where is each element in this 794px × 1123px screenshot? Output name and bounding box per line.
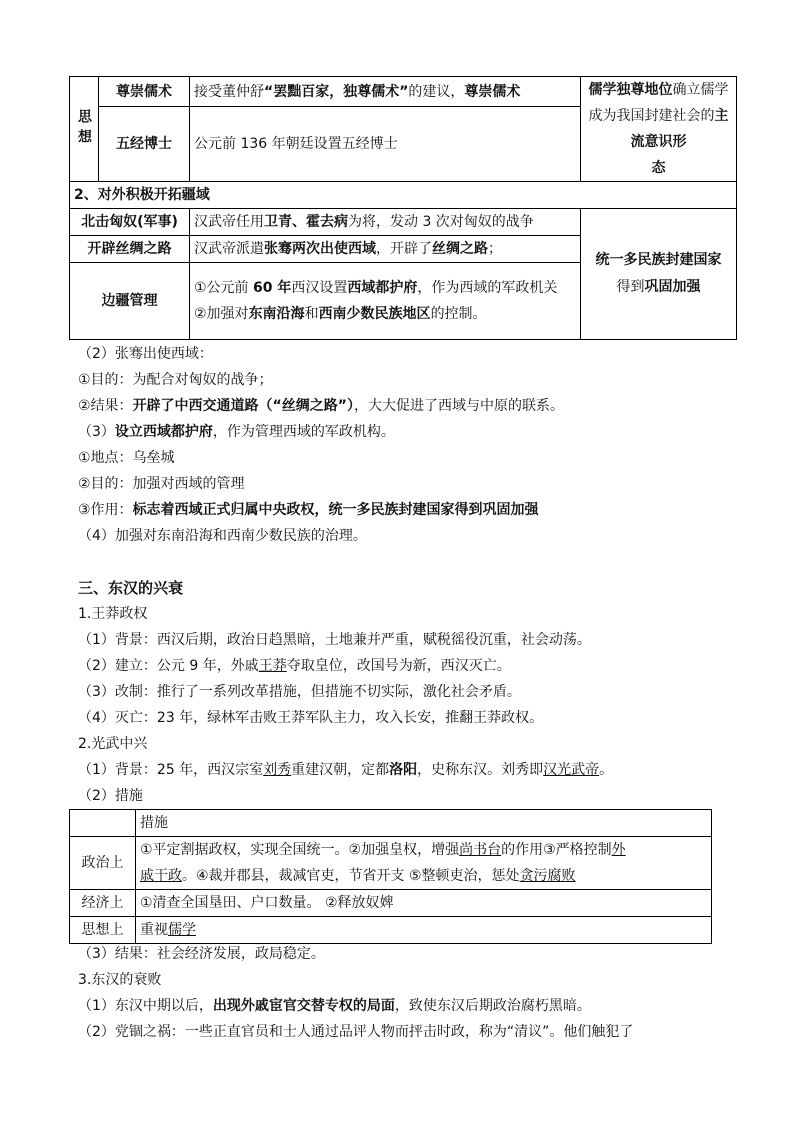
protectorate-heading: （3）设立西域都护府，作为管理西域的军政机构。 [78, 424, 395, 440]
history-table-western-han [69, 76, 737, 340]
guangwu-measures-table [69, 809, 712, 944]
measures-corner [70, 810, 136, 837]
thought-label: 思想上 [70, 917, 136, 944]
protectorate-significance: ③作用：标志着西域正式归属中央政权，统一多民族封建国家得到巩固加强 [78, 502, 539, 518]
southeast-governance: （4）加强对东南沿海和西南少数民族的治理。 [78, 528, 367, 544]
subheading-guangwu: 2.光武中兴 [78, 736, 148, 752]
politics-content: ①平定割据政权，实现全国统一。②加强皇权，增强尚书台的作用③严格控制外 戚干政。④裁并郡县，裁减官吏，节省开支 ⑤整顿吏治，惩处贪污腐败 [136, 837, 712, 890]
zhang-qian-heading: （2）张骞出使西域： [78, 346, 213, 362]
row-content-frontier: ①公元前 60 年西汉设置西域都护府，作为西域的军政机关 ②加强对东南沿海和西南少数民族地区的控制。 [190, 263, 581, 340]
row-label-frontier: 边疆管理 [70, 263, 190, 340]
row-content-five-classics: 公元前 136 年朝廷设置五经博士 [190, 107, 581, 182]
row-content-confucianism: 接受董仲舒“罢黜百家，独尊儒术”的建议，尊崇儒术 [190, 77, 581, 107]
frontier-result: 统一多民族封建国家 得到巩固加强 [581, 209, 737, 340]
measures-header: 措施 [136, 810, 712, 837]
wang-mang-fall: （4）灭亡：23 年，绿林军击败王莽军队主力，攻入长安，推翻王莽政权。 [78, 710, 544, 726]
protectorate-location: ①地点：乌垒城 [78, 450, 175, 466]
row-content-silk-road: 汉武帝派遣张骞两次出使西域，开辟了丝绸之路； [190, 236, 581, 263]
chapter-heading-eastern-han: 三、东汉的兴衰 [78, 579, 184, 597]
wang-mang-background: （1）背景：西汉后期，政治日趋黑暗，土地兼并严重，赋税徭役沉重，社会动荡。 [78, 632, 591, 648]
row-label-xiongnu: 北击匈奴(军事) [70, 209, 190, 236]
row-label-confucianism: 尊崇儒术 [99, 77, 190, 107]
guangwu-measures-heading: （2）措施 [78, 788, 143, 804]
subheading-decline: 3.东汉的衰败 [78, 972, 162, 988]
row-label-five-classics: 五经博士 [99, 107, 190, 182]
guangwu-result: （3）结果：社会经济发展，政局稳定。 [78, 946, 325, 962]
section-heading: 2、对外积极开拓疆域 [70, 182, 737, 209]
thought-group-label: 思想 [70, 77, 99, 182]
zhang-qian-purpose: ①目的：为配合对匈奴的战争； [78, 372, 273, 388]
row-content-xiongnu: 汉武帝任用卫青、霍去病为将，发动 3 次对匈奴的战争 [190, 209, 581, 236]
politics-label: 政治上 [70, 837, 136, 890]
zhang-qian-result: ②结果：开辟了中西交通道路（“丝绸之路”），大大促进了西域与中原的联系。 [78, 398, 564, 414]
decline-point-2: （2）党锢之祸：一些正直官员和士人通过品评人物而抨击时政，称为“清议”。他们触犯了 [78, 1024, 634, 1040]
guangwu-background: （1）背景：25 年，西汉宗室刘秀重建汉朝，定都洛阳，史称东汉。刘秀即汉光武帝。 [78, 762, 614, 778]
row-label-silk-road: 开辟丝绸之路 [70, 236, 190, 263]
wang-mang-establishment: （2）建立：公元 9 年，外戚王莽夺取皇位，改国号为新，西汉灭亡。 [78, 658, 511, 674]
economy-label: 经济上 [70, 890, 136, 917]
economy-content: ①清查全国垦田、户口数量。 ②释放奴婢 [136, 890, 712, 917]
protectorate-purpose: ②目的：加强对西域的管理 [78, 476, 245, 492]
confucianism-result: 儒学独尊地位确立儒学成为我国封建社会的主流意识形 态 [581, 77, 737, 182]
thought-content: 重视儒学 [136, 917, 712, 944]
wang-mang-reform: （3）改制：推行了一系列改革措施，但措施不切实际，激化社会矛盾。 [78, 684, 521, 700]
subheading-wang-mang: 1.王莽政权 [78, 606, 148, 622]
decline-point-1: （1）东汉中期以后，出现外戚宦官交替专权的局面，致使东汉后期政治腐朽黑暗。 [78, 998, 591, 1014]
